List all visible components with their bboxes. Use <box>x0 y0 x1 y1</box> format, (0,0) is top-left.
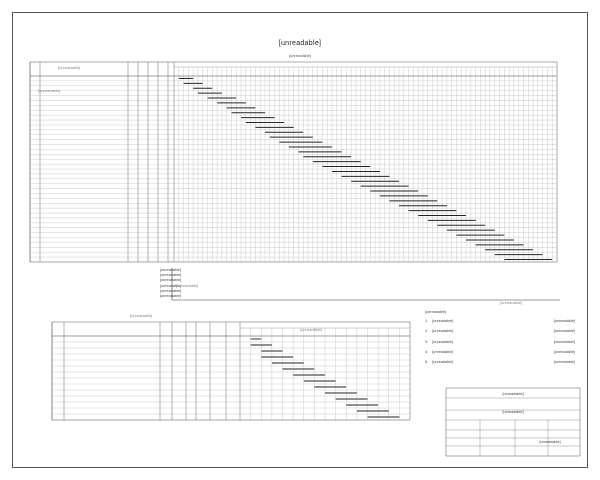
stamp-block <box>446 388 580 456</box>
note-line: [unreadable] <box>160 273 182 278</box>
note-line: [unreadable] <box>160 288 182 293</box>
upper-header-label: [unreadable] <box>58 65 81 70</box>
list-item-text: [unreadable] <box>432 329 454 334</box>
list-item-text: [unreadable] <box>432 360 454 365</box>
list-item-value: [unreadable] <box>553 329 575 334</box>
lower-schedule-title: [unreadable] <box>130 313 153 318</box>
stamp-drawing-title: [unreadable] <box>502 410 524 414</box>
numbered-list-title: [unreadable] <box>425 310 447 314</box>
lower-header-label: [unreadable] <box>300 327 323 332</box>
stamp-sheet: [unreadable] <box>539 440 561 444</box>
list-item-text: [unreadable] <box>432 339 454 344</box>
drawing-subtitle: [unreadable] <box>288 53 312 58</box>
list-item <box>425 329 575 334</box>
list-item-text: [unreadable] <box>432 349 454 354</box>
list-item-num: 3. <box>425 339 429 344</box>
note-line: [unreadable] <box>160 278 182 283</box>
list-item-num: 5. <box>425 360 429 365</box>
upper-schedule-table <box>30 62 557 262</box>
list-item-num: 1. <box>425 319 429 324</box>
list-item-num: 4. <box>425 349 429 354</box>
list-item <box>425 340 575 345</box>
list-item-num: 2. <box>425 329 429 334</box>
workforce-x-label: [unreadable] <box>500 300 523 305</box>
list-item-value: [unreadable] <box>553 339 575 344</box>
list-item-text: [unreadable] <box>432 319 454 324</box>
list-item-value: [unreadable] <box>553 319 575 324</box>
list-item <box>425 319 575 324</box>
upper-row-label: [unreadable] <box>38 88 61 93</box>
note-line: [unreadable] <box>160 268 182 272</box>
list-item <box>425 350 575 355</box>
note-line: [unreadable] <box>160 294 182 299</box>
note-line: [unreadable] <box>160 283 182 288</box>
list-item <box>425 360 575 365</box>
list-item-value: [unreadable] <box>553 349 575 354</box>
numbered-list <box>425 310 575 370</box>
drawing-title: [unreadable] <box>278 40 322 47</box>
stamp-project-title: [unreadable] <box>502 392 524 396</box>
workforce-y-label: [unreadable] <box>176 283 199 288</box>
list-item-value: [unreadable] <box>553 360 575 365</box>
